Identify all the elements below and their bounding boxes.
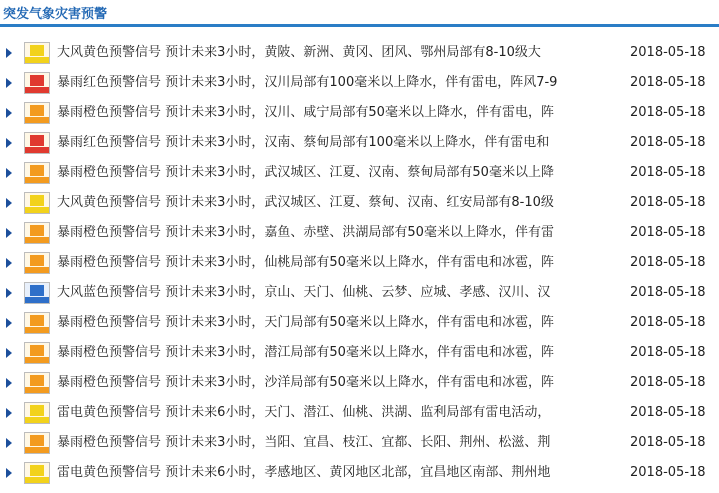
rainstorm-orange-icon (24, 102, 50, 124)
warning-link[interactable]: 大风黄色预警信号 预计未来3小时，黄陂、新洲、黄冈、团风、鄂州局部有8-10级大 (57, 45, 541, 60)
warning-link[interactable]: 暴雨橙色预警信号 预计未来3小时，武汉城区、江夏、汉南、蔡甸局部有50毫米以上降 (57, 165, 554, 180)
rainstorm-orange-icon (24, 372, 50, 394)
bullet-arrow-icon (6, 348, 12, 358)
warning-link[interactable]: 大风黄色预警信号 预计未来3小时，武汉城区、江夏、蔡甸、汉南、红安局部有8-10级 (57, 195, 554, 210)
warning-date: 2018-05-18 (630, 405, 706, 420)
bullet-arrow-icon (6, 228, 12, 238)
bullet-arrow-icon (6, 258, 12, 268)
warning-link[interactable]: 暴雨橙色预警信号 预计未来3小时，潜江局部有50毫米以上降水，伴有雷电和冰雹，阵 (57, 345, 554, 360)
rainstorm-orange-icon (24, 222, 50, 244)
list-item[interactable] (0, 311, 719, 341)
bullet-arrow-icon (6, 378, 12, 388)
list-item[interactable] (0, 431, 719, 461)
bullet-arrow-icon (6, 138, 12, 148)
bullet-arrow-icon (6, 408, 12, 418)
warning-date: 2018-05-18 (630, 285, 706, 300)
warning-date: 2018-05-18 (630, 45, 706, 60)
bullet-arrow-icon (6, 78, 12, 88)
wind-yellow-icon (24, 42, 50, 64)
warning-date: 2018-05-18 (630, 315, 706, 330)
bullet-arrow-icon (6, 438, 12, 448)
list-item[interactable] (0, 191, 719, 221)
warning-date: 2018-05-18 (630, 135, 706, 150)
wind-blue-icon (24, 282, 50, 304)
warning-link[interactable]: 暴雨橙色预警信号 预计未来3小时，当阳、宜昌、枝江、宜都、长阳、荆州、松滋、荆 (57, 435, 551, 450)
list-item[interactable] (0, 41, 719, 71)
rainstorm-orange-icon (24, 252, 50, 274)
warning-date: 2018-05-18 (630, 465, 706, 480)
bullet-arrow-icon (6, 108, 12, 118)
bullet-arrow-icon (6, 168, 12, 178)
warning-link[interactable]: 暴雨红色预警信号 预计未来3小时，汉南、蔡甸局部有100毫米以上降水，伴有雷电和 (57, 135, 550, 150)
rainstorm-orange-icon (24, 312, 50, 334)
warning-link[interactable]: 暴雨橙色预警信号 预计未来3小时，天门局部有50毫米以上降水，伴有雷电和冰雹，阵 (57, 315, 554, 330)
warning-link[interactable]: 暴雨橙色预警信号 预计未来3小时，汉川、咸宁局部有50毫米以上降水，伴有雷电，阵 (57, 105, 554, 120)
warning-date: 2018-05-18 (630, 75, 706, 90)
rainstorm-red-icon (24, 72, 50, 94)
warning-date: 2018-05-18 (630, 165, 706, 180)
warning-link[interactable]: 暴雨橙色预警信号 预计未来3小时，仙桃局部有50毫米以上降水，伴有雷电和冰雹，阵 (57, 255, 554, 270)
list-item[interactable] (0, 341, 719, 371)
warning-link[interactable]: 雷电黄色预警信号 预计未来6小时，孝感地区、黄冈地区北部，宜昌地区南部、荆州地 (57, 465, 551, 480)
rainstorm-orange-icon (24, 342, 50, 364)
warning-date: 2018-05-18 (630, 375, 706, 390)
bullet-arrow-icon (6, 198, 12, 208)
list-item[interactable] (0, 101, 719, 131)
rainstorm-red-icon (24, 132, 50, 154)
bullet-arrow-icon (6, 468, 12, 478)
warning-link[interactable]: 暴雨橙色预警信号 预计未来3小时，嘉鱼、赤壁、洪湖局部有50毫米以上降水，伴有雷 (57, 225, 554, 240)
warning-date: 2018-05-18 (630, 345, 706, 360)
section-title[interactable]: 突发气象灾害预警 (3, 7, 108, 22)
list-item[interactable] (0, 371, 719, 401)
warning-link[interactable]: 暴雨红色预警信号 预计未来3小时，汉川局部有100毫米以上降水，伴有雷电，阵风7-9 (57, 75, 558, 90)
bullet-arrow-icon (6, 48, 12, 58)
list-item[interactable] (0, 401, 719, 431)
warning-date: 2018-05-18 (630, 435, 706, 450)
list-item[interactable] (0, 221, 719, 251)
warning-link[interactable]: 雷电黄色预警信号 预计未来6小时，天门、潜江、仙桃、洪湖、监利局部有雷电活动， (57, 405, 551, 420)
thunder-yellow-icon (24, 462, 50, 484)
bullet-arrow-icon (6, 318, 12, 328)
rainstorm-orange-icon (24, 162, 50, 184)
list-item[interactable] (0, 251, 719, 281)
warning-list (0, 41, 719, 491)
list-item[interactable] (0, 161, 719, 191)
bullet-arrow-icon (6, 288, 12, 298)
list-item[interactable] (0, 71, 719, 101)
thunder-yellow-icon (24, 402, 50, 424)
list-item[interactable] (0, 281, 719, 311)
warning-date: 2018-05-18 (630, 105, 706, 120)
warning-date: 2018-05-18 (630, 255, 706, 270)
warning-date: 2018-05-18 (630, 195, 706, 210)
rainstorm-orange-icon (24, 432, 50, 454)
list-item[interactable] (0, 461, 719, 491)
warning-link[interactable]: 大风蓝色预警信号 预计未来3小时，京山、天门、仙桃、云梦、应城、孝感、汉川、汉 (57, 285, 551, 300)
section-header (0, 0, 719, 27)
warning-date: 2018-05-18 (630, 225, 706, 240)
warning-link[interactable]: 暴雨橙色预警信号 预计未来3小时，沙洋局部有50毫米以上降水，伴有雷电和冰雹，阵 (57, 375, 554, 390)
wind-yellow-icon (24, 192, 50, 214)
list-item[interactable] (0, 131, 719, 161)
